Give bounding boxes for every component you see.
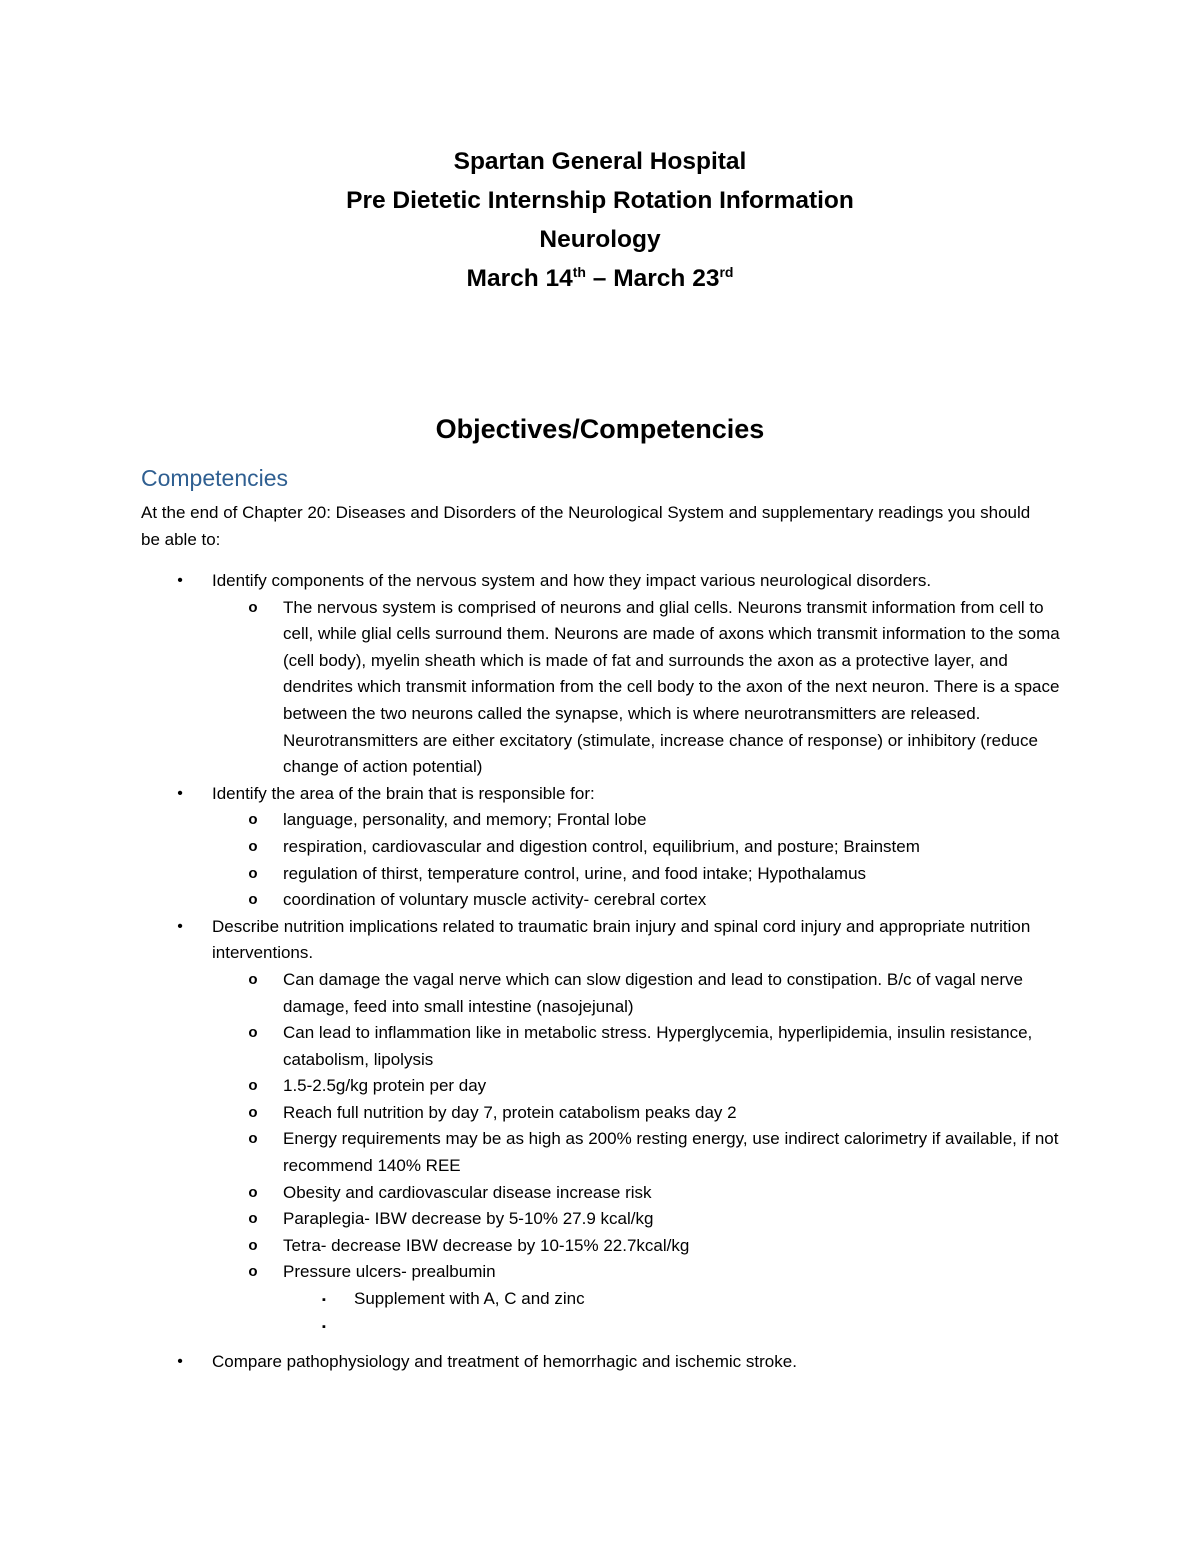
sub-list-item-text: Reach full nutrition by day 7, protein catabolism peaks day 2	[283, 1102, 737, 1122]
sub-list-item	[141, 1233, 1061, 1260]
date-end: March 23	[613, 265, 720, 292]
date-end-suffix: rd	[719, 264, 734, 280]
sub-list-item	[141, 807, 1061, 834]
document-title-block	[0, 142, 1200, 298]
sub-sub-list-item	[141, 1286, 1061, 1313]
rotation-name: Neurology	[539, 226, 661, 253]
circle-bullet-icon: o	[248, 837, 258, 855]
sub-list-item	[141, 887, 1061, 914]
list-item	[141, 568, 1061, 595]
date-start: March 14	[466, 265, 573, 292]
sub-list-item-text: Can lead to inflammation like in metabolic stress. Hyperglycemia, hyperlipidemia, insulin resistance, catabolism, lipolysis	[283, 1023, 1033, 1069]
sub-list-item-text: coordination of voluntary muscle activity- cerebral cortex	[283, 890, 707, 910]
circle-bullet-icon: o	[248, 1024, 258, 1042]
date-separator: –	[585, 265, 614, 292]
sub-list-item-text: Can damage the vagal nerve which can slow digestion and lead to constipation. B/c of vagal nerve damage, feed into small intestine (nasojejunal)	[283, 969, 1023, 1016]
bullet-icon: •	[177, 1353, 183, 1371]
list-item-text: Describe nutrition implications related to traumatic brain injury and spinal cord injury and appropriate nutrition interventions.	[212, 916, 1031, 963]
sub-list-item	[141, 1020, 1061, 1073]
circle-bullet-icon: o	[248, 1130, 258, 1148]
sub-sub-list-item	[141, 1313, 1061, 1340]
intro-paragraph: At the end of Chapter 20: Diseases and Disorders of the Neurological System and supplementary readings you should be able to:	[141, 503, 1031, 549]
sub-list-item	[141, 1206, 1061, 1233]
sub-list-item	[141, 595, 1061, 781]
objectives-heading: Objectives/Competencies	[435, 414, 765, 444]
circle-bullet-icon: o	[248, 864, 258, 882]
sub-list-item-text: The nervous system is comprised of neurons and glial cells. Neurons transmit information from cell to cell, while glial cells surround them. Neurons are made of axons which transmit information to the soma (cell body), myelin sheath which is made of fat and surrounds the axon as a protective layer, and dendrites which transmit information from the cell body to the axon of the next neuron. There is a space between the two neurons called the synapse, which is where neurotransmitters are released. Neurotransmitters are either excitatory (stimulate, increase chance of response) or inhibitory (reduce change of action potential)	[283, 597, 1060, 777]
sub-list-item-text: Pressure ulcers- prealbumin	[283, 1262, 496, 1282]
sub-list-item	[141, 1126, 1061, 1179]
hospital-name: Spartan General Hospital	[453, 148, 747, 175]
list-item-text: Identify the area of the brain that is responsible for:	[212, 783, 595, 803]
circle-bullet-icon: o	[248, 1103, 258, 1121]
bullet-icon: •	[177, 572, 183, 589]
circle-bullet-icon: o	[248, 1236, 258, 1254]
circle-bullet-icon: o	[248, 1263, 258, 1281]
sub-list-item-text: 1.5-2.5g/kg protein per day	[283, 1076, 487, 1096]
sub-sub-list-item-text: Supplement with A, C and zinc	[354, 1289, 585, 1309]
bullet-icon: •	[177, 917, 183, 935]
list-item	[141, 1349, 1061, 1376]
sub-list-item-text: Tetra- decrease IBW decrease by 10-15% 22.7kcal/kg	[283, 1235, 690, 1255]
sub-list-item	[141, 1259, 1061, 1286]
sub-list-item-text: Paraplegia- IBW decrease by 5-10% 27.9 kcal/kg	[283, 1209, 654, 1229]
competency-list	[141, 568, 1061, 1376]
rotation-dates	[0, 259, 1200, 298]
circle-bullet-icon: o	[248, 1210, 258, 1228]
list-item-text: Compare pathophysiology and treatment of hemorrhagic and ischemic stroke.	[212, 1352, 797, 1372]
program-title: Pre Dietetic Internship Rotation Information	[346, 187, 854, 214]
sub-list-item	[141, 967, 1061, 1020]
sub-list-item	[141, 1100, 1061, 1127]
sub-list-item-text: language, personality, and memory; Frontal lobe	[283, 810, 647, 830]
sub-list-item	[141, 861, 1061, 888]
sub-list-item	[141, 1180, 1061, 1207]
sub-list-item-text: respiration, cardiovascular and digestion control, equilibrium, and posture; Brainstem	[283, 836, 920, 856]
bullet-icon: •	[177, 784, 183, 802]
square-bullet-icon: ▪	[322, 1294, 326, 1307]
sub-list-item	[141, 1073, 1061, 1100]
circle-bullet-icon: o	[248, 970, 258, 988]
sub-sub-list-item-text	[354, 1316, 359, 1335]
sub-list-item-text: Energy requirements may be as high as 200% resting energy, use indirect calorimetry if available, if not recommend 140% REE	[283, 1129, 1059, 1176]
circle-bullet-icon: o	[248, 811, 258, 829]
sub-list-item	[141, 834, 1061, 861]
square-bullet-icon: ▪	[322, 1320, 326, 1333]
circle-bullet-icon: o	[248, 1183, 258, 1201]
sub-list-item-text: regulation of thirst, temperature control, urine, and food intake; Hypothalamus	[283, 863, 867, 883]
circle-bullet-icon: o	[248, 598, 258, 616]
sub-list-item-text: Obesity and cardiovascular disease increase risk	[283, 1182, 652, 1202]
list-item-text: Identify components of the nervous system and how they impact various neurological disorders.	[212, 571, 932, 590]
list-item	[141, 914, 1061, 967]
competencies-heading: Competencies	[141, 465, 289, 491]
date-start-suffix: th	[572, 264, 586, 280]
list-item	[141, 781, 1061, 808]
circle-bullet-icon: o	[248, 1077, 258, 1095]
circle-bullet-icon: o	[248, 891, 258, 909]
